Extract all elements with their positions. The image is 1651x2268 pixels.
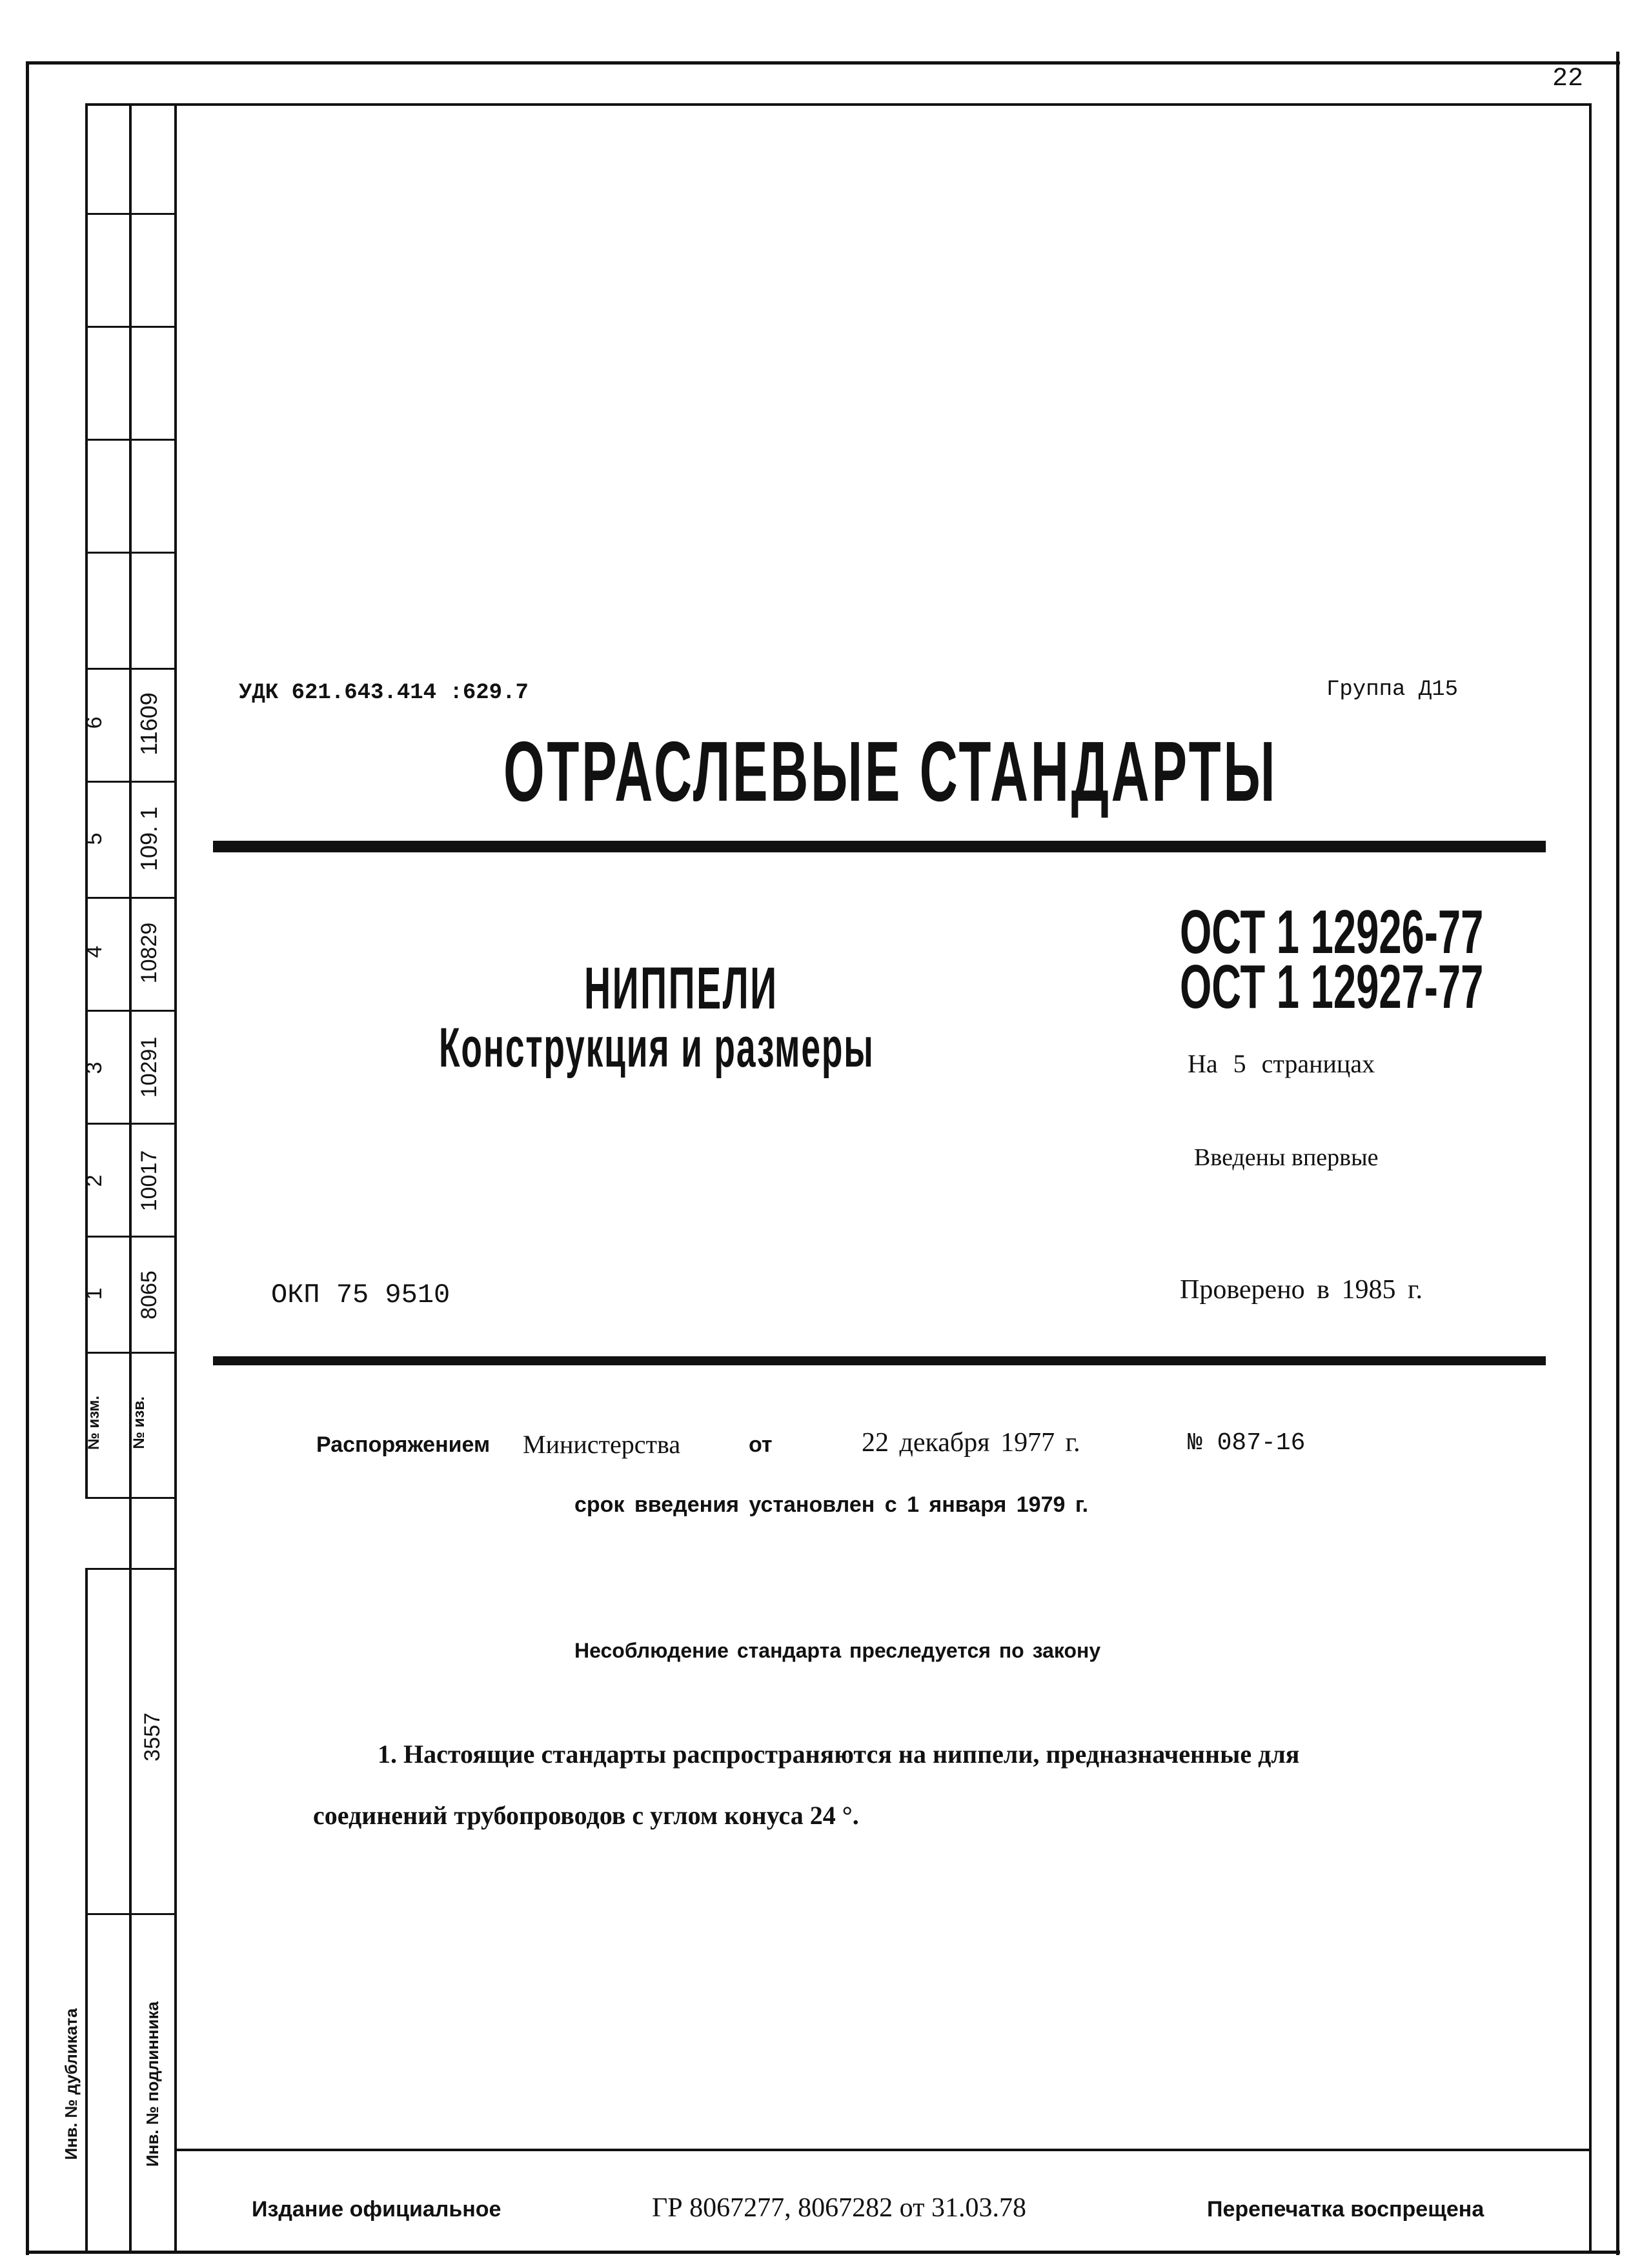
checked-note: Проверено в 1985 г.: [1180, 1275, 1423, 1305]
notice-number-6: 11609: [136, 692, 162, 756]
order-number: № 087-16: [1188, 1429, 1306, 1457]
side-row-line: [85, 1010, 176, 1012]
change-number-4: 4: [82, 945, 106, 958]
order-prefix: Распоряжением: [316, 1432, 491, 1457]
duplicate-inventory-label: Инв. № дубликата: [61, 2008, 81, 2160]
original-inventory-label: Инв. № подлинника: [143, 2001, 162, 2167]
side-row-line: [85, 439, 176, 441]
pages-note: На 5 страницах: [1188, 1049, 1375, 1078]
page-number: 22: [1552, 65, 1584, 94]
notice-number-3: 10291: [137, 1036, 161, 1098]
inner-frame-top-line: [174, 103, 1592, 106]
change-number-1: 1: [82, 1287, 106, 1300]
side-row-line: [85, 781, 176, 783]
footer-registration: ГР 8067277, 8067282 от 31.03.78: [652, 2193, 1026, 2223]
side-row-line: [85, 1352, 176, 1354]
notice-number-5: 109. 1: [136, 806, 162, 872]
side-table-left-line-lower: [85, 1568, 88, 2252]
frame-right-outer-line: [1616, 52, 1619, 2255]
side-row-line: [85, 213, 176, 215]
notice-number-4: 10829: [137, 922, 161, 984]
side-row-line: [85, 1568, 176, 1570]
side-row-line: [85, 1497, 176, 1499]
doc-code-2: ОСТ 1 12927-77: [1180, 952, 1484, 1021]
frame-top-line: [26, 61, 1620, 65]
law-notice: Несоблюдение стандарта преследуется по закону: [574, 1639, 1101, 1662]
side-row-line: [85, 1236, 176, 1238]
product-title: НИППЕЛИ: [584, 956, 778, 1021]
notice-number-2: 10017: [137, 1150, 161, 1212]
product-subtitle: Конструкция и размеры: [439, 1017, 875, 1079]
middle-thick-rule: [213, 1356, 1546, 1365]
side-table-top-line: [85, 103, 176, 106]
top-thick-rule: [213, 841, 1546, 852]
notice-number-1: 8065: [137, 1270, 161, 1320]
frame-bottom-line: [26, 2251, 1620, 2254]
udc-code: УДК 621.643.414 :629.7: [239, 681, 529, 705]
change-label: № изм.: [85, 1396, 103, 1450]
original-inventory-number: 3557: [140, 1712, 165, 1761]
side-row-line: [85, 326, 176, 328]
order-effective: срок введения установлен с 1 января 1979 г.: [574, 1492, 1089, 1517]
change-number-3: 3: [82, 1061, 106, 1074]
side-table-inner-line: [129, 103, 132, 2252]
group-code: Группа Д15: [1326, 677, 1459, 702]
scope-line-1: 1. Настоящие стандарты распространяются на ниппели, предназначенные для: [378, 1740, 1300, 1769]
change-number-6: 6: [82, 716, 106, 729]
inner-frame-left-line: [174, 103, 177, 2252]
footer-reprint: Перепечатка воспрещена: [1207, 2197, 1484, 2222]
change-number-2: 2: [82, 1174, 106, 1187]
frame-left-outer-line: [26, 61, 29, 2255]
side-row-line: [85, 1123, 176, 1125]
change-number-5: 5: [82, 832, 106, 845]
order-from: от: [749, 1432, 773, 1457]
scope-line-2: соединений трубопроводов с углом конуса 24 °.: [313, 1801, 859, 1830]
notice-label: № изв.: [130, 1396, 148, 1449]
order-body: Министерства: [523, 1430, 681, 1459]
introduced-note: Введены впервые: [1194, 1144, 1379, 1171]
side-row-line: [85, 1913, 176, 1915]
footer-separator-line: [174, 2149, 1592, 2151]
doc-code-1: ОСТ 1 12926-77: [1180, 898, 1484, 967]
main-title: ОТРАСЛЕВЫЕ СТАНДАРТЫ: [503, 724, 1278, 819]
inner-frame-right-line: [1589, 103, 1592, 2252]
footer-edition: Издание официальное: [252, 2197, 501, 2222]
okp-code: ОКП 75 9510: [271, 1280, 451, 1310]
order-date: 22 декабря 1977 г.: [862, 1428, 1080, 1458]
side-row-line: [85, 552, 176, 554]
